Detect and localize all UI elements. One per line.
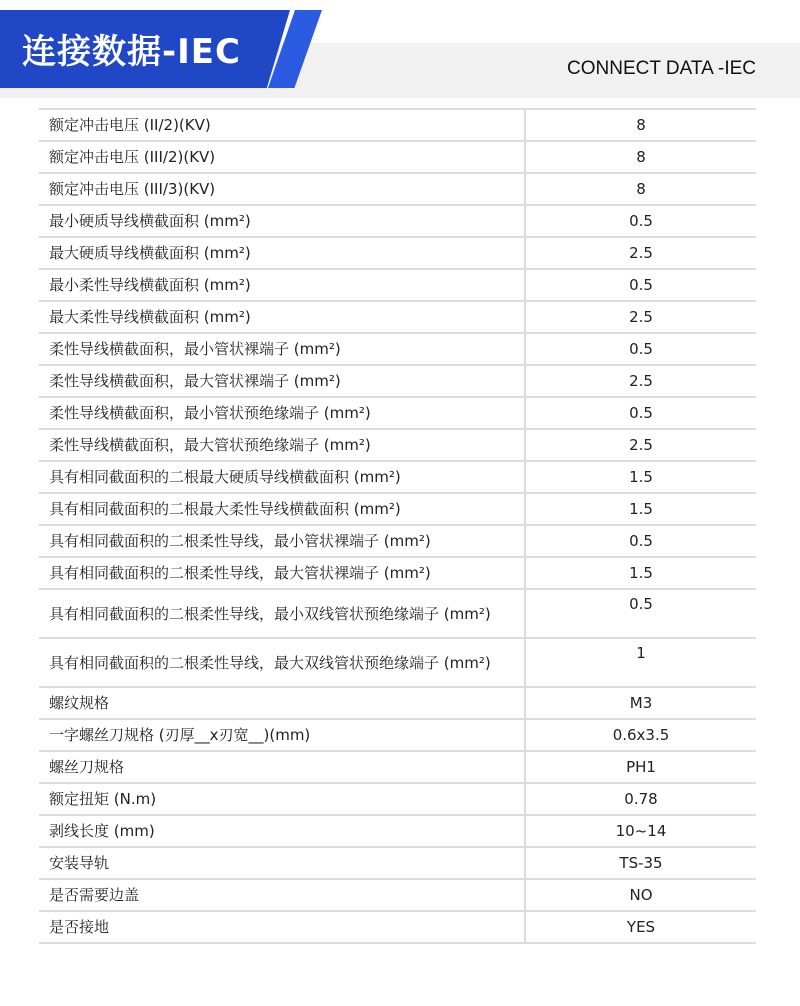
row-label: 最小硬质导线横截面积 (mm²) [39, 205, 525, 237]
row-label: 具有相同截面积的二根柔性导线，最小双线管状预绝缘端子 (mm²) [39, 589, 525, 638]
table-row [39, 687, 756, 719]
table-row [39, 141, 756, 173]
row-value: 2.5 [629, 436, 653, 454]
table-row [39, 847, 756, 879]
table-row [39, 109, 756, 141]
row-value: 1.5 [629, 500, 653, 518]
spec-table [39, 108, 756, 944]
row-value: 0.78 [624, 790, 658, 808]
table-row [39, 461, 756, 493]
row-label: 具有相同截面积的二根柔性导线，最大双线管状预绝缘端子 (mm²) [39, 638, 525, 687]
row-label: 具有相同截面积的二根最大柔性导线横截面积 (mm²) [39, 493, 525, 525]
table-row [39, 879, 756, 911]
row-label: 额定冲击电压 (III/2)(KV) [39, 141, 525, 173]
row-label: 柔性导线横截面积，最小管状预绝缘端子 (mm²) [39, 397, 525, 429]
table-row [39, 589, 756, 638]
row-value: 0.5 [629, 276, 653, 294]
section-header [0, 0, 800, 98]
row-label: 最大硬质导线横截面积 (mm²) [39, 237, 525, 269]
row-label: 额定扭矩 (N.m) [39, 783, 525, 815]
table-row [39, 557, 756, 589]
row-value: 2.5 [629, 244, 653, 262]
row-value: 8 [636, 148, 646, 166]
table-row [39, 719, 756, 751]
row-value: 8 [636, 116, 646, 134]
row-label: 是否需要边盖 [39, 879, 525, 911]
row-value: 1.5 [629, 468, 653, 486]
row-value: NO [629, 886, 653, 904]
table-row [39, 525, 756, 557]
table-row [39, 173, 756, 205]
row-value: 8 [636, 180, 646, 198]
section-title-en: CONNECT DATA -IEC [567, 58, 756, 79]
row-label: 最大柔性导线横截面积 (mm²) [39, 301, 525, 333]
row-value: PH1 [626, 758, 656, 776]
row-label: 螺丝刀规格 [39, 751, 525, 783]
row-value: 0.5 [629, 404, 653, 422]
row-value: 2.5 [629, 372, 653, 390]
table-row [39, 269, 756, 301]
row-value: 1 [636, 644, 646, 662]
table-row [39, 638, 756, 687]
row-label: 柔性导线横截面积，最大管状裸端子 (mm²) [39, 365, 525, 397]
row-label: 安装导轨 [39, 847, 525, 879]
row-label: 最小柔性导线横截面积 (mm²) [39, 269, 525, 301]
row-value: 0.5 [629, 595, 653, 613]
table-row [39, 815, 756, 847]
row-label: 具有相同截面积的二根柔性导线，最小管状裸端子 (mm²) [39, 525, 525, 557]
row-value: 10~14 [615, 822, 667, 840]
row-value: 0.5 [629, 340, 653, 358]
table-row [39, 205, 756, 237]
table-row [39, 365, 756, 397]
table-row [39, 397, 756, 429]
row-label: 一字螺丝刀规格 (刃厚__x刃宽__)(mm) [39, 719, 525, 751]
row-label: 剥线长度 (mm) [39, 815, 525, 847]
table-row [39, 911, 756, 943]
row-label: 具有相同截面积的二根柔性导线，最大管状裸端子 (mm²) [39, 557, 525, 589]
table-row [39, 429, 756, 461]
table-row [39, 237, 756, 269]
table-row [39, 751, 756, 783]
row-value: TS-35 [619, 854, 663, 872]
row-value: 0.6x3.5 [612, 726, 670, 744]
table-row [39, 493, 756, 525]
row-label: 柔性导线横截面积，最小管状裸端子 (mm²) [39, 333, 525, 365]
row-label: 是否接地 [39, 911, 525, 943]
table-row [39, 783, 756, 815]
row-label: 螺纹规格 [39, 687, 525, 719]
row-label: 额定冲击电压 (III/3)(KV) [39, 173, 525, 205]
row-label: 具有相同截面积的二根最大硬质导线横截面积 (mm²) [39, 461, 525, 493]
row-value: 0.5 [629, 212, 653, 230]
row-value: YES [626, 918, 656, 936]
row-value: M3 [629, 694, 653, 712]
row-value: 1.5 [629, 564, 653, 582]
row-value: 2.5 [629, 308, 653, 326]
row-label: 额定冲击电压 (II/2)(KV) [39, 109, 525, 141]
table-row [39, 301, 756, 333]
table-row [39, 333, 756, 365]
row-label: 柔性导线横截面积，最大管状预绝缘端子 (mm²) [39, 429, 525, 461]
section-title-cn: 连接数据-IEC [22, 32, 241, 72]
row-value: 0.5 [629, 532, 653, 550]
